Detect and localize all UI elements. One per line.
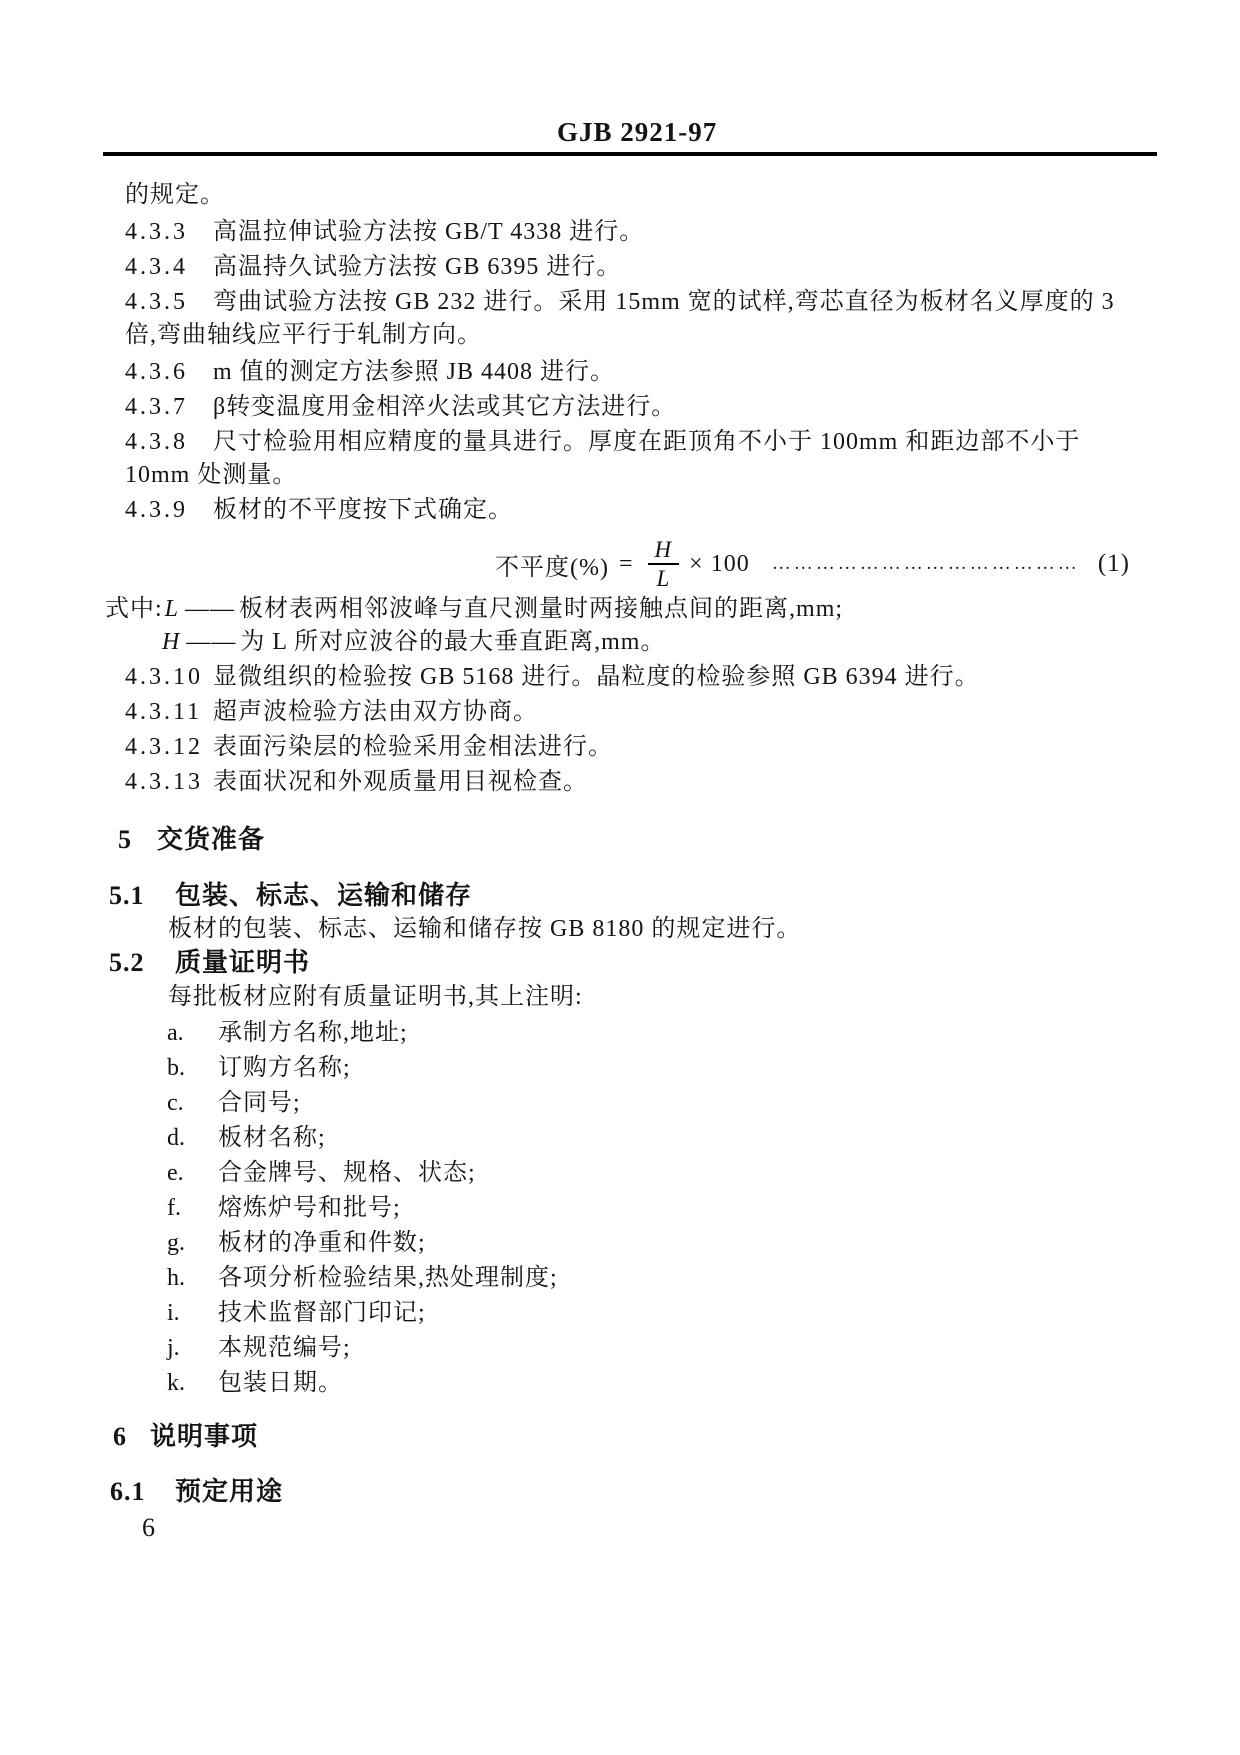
clause-text: 倍,弯曲轴线应平行于轧制方向。 (125, 322, 482, 348)
list-letter: e. (167, 1160, 184, 1186)
section-5-1-heading (109, 880, 472, 911)
list-text: 板材名称; (218, 1125, 326, 1151)
formula-where-line-2 (160, 627, 665, 657)
clause-number: 4.3.4 (125, 254, 188, 280)
clause-4-3-12 (125, 732, 613, 762)
section-6-heading (113, 1421, 258, 1452)
section-5-heading (118, 824, 265, 855)
clause-text: 超声波检验方法由双方协商。 (213, 699, 538, 725)
clause-text: 弯曲试验方法按 GB 232 进行。采用 15mm 宽的试样,弯芯直径为板材名义厚度的 3 (213, 289, 1115, 315)
clause-4-3-4 (125, 252, 621, 282)
list-text: 包装日期。 (218, 1370, 343, 1396)
clause-4-3-5-continuation (125, 320, 482, 350)
list-letter: i. (167, 1300, 180, 1326)
page-number: 6 (142, 1513, 155, 1542)
clause-4-3-6 (125, 357, 615, 387)
clause-number: 4.3.3 (125, 219, 188, 245)
list-letter: g. (167, 1230, 185, 1256)
list-letter: b. (167, 1055, 185, 1081)
list-text: 合同号; (218, 1090, 301, 1116)
section-title: 质量证明书 (175, 947, 311, 977)
list-text: 承制方名称,地址; (218, 1020, 408, 1046)
list-letter: h. (167, 1265, 185, 1291)
clause-text: β转变温度用金相淬火法或其它方法进行。 (213, 394, 677, 420)
formula-lhs: 不平度(%) (495, 554, 609, 581)
list-item-i (167, 1298, 426, 1328)
clause-text: 高温拉伸试验方法按 GB/T 4338 进行。 (213, 219, 645, 245)
em-dash: —— (185, 596, 236, 622)
clause-text: 高温持久试验方法按 GB 6395 进行。 (213, 254, 622, 280)
section-title: 说明事项 (150, 1421, 259, 1451)
section-number: 6 (113, 1422, 127, 1451)
list-item-e (167, 1158, 476, 1188)
paragraph-continuation: 的规定。 (125, 182, 225, 208)
section-title: 交货准备 (157, 824, 266, 854)
list-text: 各项分析检验结果,热处理制度; (218, 1265, 558, 1291)
fraction-denominator: L (656, 566, 671, 591)
fraction (648, 537, 680, 591)
clause-4-3-9 (125, 495, 513, 525)
clause-number: 4.3.5 (125, 289, 188, 315)
list-letter: j. (167, 1335, 180, 1361)
clause-text: 显微组织的检验按 GB 5168 进行。晶粒度的检验参照 GB 6394 进行。 (213, 664, 980, 690)
where-text: 板材表两相邻波峰与直尺测量时两接触点间的距离,mm; (239, 596, 844, 622)
list-item-d (167, 1123, 326, 1153)
section-5-2-body: 每批板材应附有质量证明书,其上注明: (168, 984, 583, 1010)
list-text: 合金牌号、规格、状态; (218, 1160, 476, 1186)
clause-number: 4.3.8 (125, 429, 188, 455)
symbol-L: L (164, 596, 180, 622)
em-dash: —— (186, 629, 237, 655)
section-5-1-body: 板材的包装、标志、运输和储存按 GB 8180 的规定进行。 (168, 916, 802, 942)
doc-number: GJB 2921-97 (557, 117, 718, 147)
list-text: 板材的净重和件数; (218, 1230, 426, 1256)
list-item-g (167, 1228, 426, 1258)
section-number: 6.1 (110, 1477, 146, 1506)
list-letter: f. (167, 1195, 181, 1221)
header-rule (103, 152, 1157, 156)
clause-number: 4.3.11 (125, 699, 203, 725)
dot-leader: …………………………………… (771, 553, 1080, 574)
list-item-a (167, 1018, 408, 1048)
clause-text: 10mm 处测量。 (125, 462, 298, 488)
list-item-j (167, 1333, 351, 1363)
list-letter: d. (167, 1125, 185, 1151)
section-number: 5.1 (109, 881, 145, 910)
section-title: 包装、标志、运输和储存 (175, 880, 473, 910)
clause-4-3-8-continuation (125, 460, 297, 490)
clause-text: 尺寸检验用相应精度的量具进行。厚度在距顶角不小于 100mm 和距边部不小于 (213, 429, 1081, 455)
clause-4-3-3 (125, 217, 644, 247)
clause-number: 4.3.6 (125, 359, 188, 385)
clause-text: 板材的不平度按下式确定。 (213, 497, 513, 523)
list-letter: a. (167, 1020, 184, 1046)
section-title: 预定用途 (175, 1476, 284, 1506)
list-text: 本规范编号; (218, 1335, 351, 1361)
list-letter: k. (167, 1370, 185, 1396)
clause-4-3-5 (125, 287, 1115, 317)
formula-where-line-1 (105, 594, 843, 624)
list-item-k (167, 1368, 343, 1398)
clause-4-3-10 (125, 662, 980, 692)
equals-sign: = (618, 550, 634, 577)
formula-1 (495, 536, 1130, 592)
clause-4-3-7 (125, 392, 676, 422)
formula-multiplier: × 100 (689, 550, 750, 577)
list-item-h (167, 1263, 558, 1293)
list-item-c (167, 1088, 301, 1118)
where-prefix: 式中: (105, 596, 163, 622)
section-6-1-heading (110, 1476, 283, 1507)
list-text: 熔炼炉号和批号; (218, 1195, 401, 1221)
list-item-b (167, 1053, 351, 1083)
where-text: 为 L 所对应波谷的最大垂直距离,mm。 (240, 629, 666, 655)
section-5-2-heading (109, 947, 310, 978)
clause-number: 4.3.9 (125, 497, 188, 523)
equation-number: (1) (1097, 550, 1130, 577)
clause-number: 4.3.12 (125, 734, 203, 760)
clause-text: m 值的测定方法参照 JB 4408 进行。 (213, 359, 616, 385)
clause-number: 4.3.13 (125, 769, 203, 795)
section-number: 5 (118, 825, 132, 854)
clause-4-3-8 (125, 427, 1080, 457)
list-letter: c. (167, 1090, 184, 1116)
clause-text: 表面状况和外观质量用目视检查。 (213, 769, 588, 795)
clause-4-3-11 (125, 697, 538, 727)
section-number: 5.2 (109, 948, 145, 977)
symbol-H: H (162, 629, 181, 655)
list-text: 技术监督部门印记; (218, 1300, 426, 1326)
clause-number: 4.3.7 (125, 394, 188, 420)
list-item-f (167, 1193, 401, 1223)
clause-4-3-13 (125, 767, 588, 797)
list-text: 订购方名称; (218, 1055, 351, 1081)
clause-number: 4.3.10 (125, 664, 203, 690)
fraction-numerator: H (648, 537, 680, 565)
clause-text: 表面污染层的检验采用金相法进行。 (213, 734, 613, 760)
